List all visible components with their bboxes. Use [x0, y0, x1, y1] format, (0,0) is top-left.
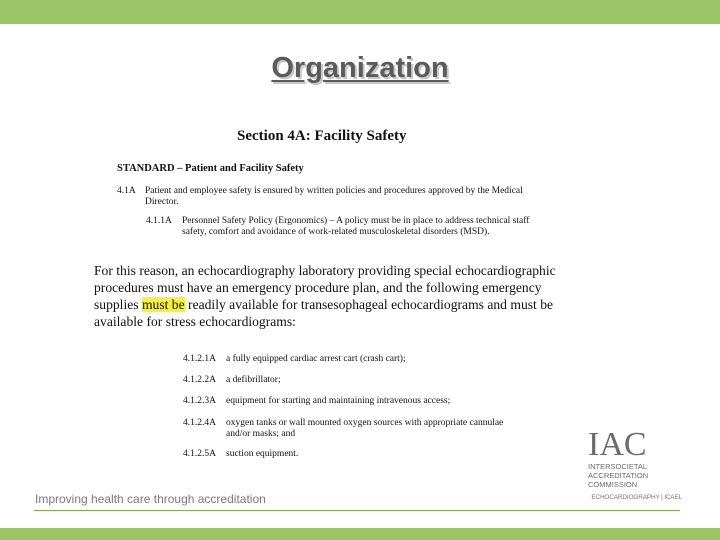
logo-org-line: COMMISSION — [588, 480, 638, 489]
standard-code: 4.1A — [117, 186, 136, 196]
bottom-green-band — [0, 528, 720, 540]
logo-org-line: INTERSOCIETAL — [588, 462, 648, 471]
item-text: equipment for starting and maintaining intravenous access; — [226, 396, 451, 406]
standard-heading: STANDARD – Patient and Facility Safety — [117, 163, 304, 174]
paragraph-after: readily available for transesophageal echocardiograms and must be available for stress echocardiograms: — [94, 297, 554, 329]
emergency-paragraph — [94, 262, 572, 330]
section-heading: Section 4A: Facility Safety — [237, 128, 407, 144]
item-code: 4.1.2.4A — [183, 418, 216, 428]
item-text: oxygen tanks or wall mounted oxygen sources with appropriate cannulae and/or masks; and — [226, 418, 504, 439]
logo-org-line: ACCREDITATION — [588, 471, 649, 480]
item-text: suction equipment. — [226, 449, 299, 459]
slide-title: Organization — [271, 52, 449, 84]
item-code: 4.1.2.3A — [183, 396, 216, 406]
iac-logo-subtitle: ECHOCARDIOGRAPHY | ICAEL — [591, 494, 682, 501]
paragraph-before: For this reason, an echocardiography laboratory providing special echocardiographic procedures must have an emergency procedure plan, and the following emergency supplies — [94, 263, 556, 312]
item-text: a defibrillator; — [226, 375, 281, 385]
sub-standard-code: 4.1.1A — [146, 216, 172, 226]
iac-logo-mark: IAC — [588, 426, 647, 463]
footer-tagline: Improving health care through accreditation — [35, 492, 266, 506]
iac-logo-org-name — [588, 462, 682, 489]
iac-logo — [576, 428, 682, 506]
item-code: 4.1.2.2A — [183, 375, 216, 385]
item-code: 4.1.2.1A — [183, 354, 216, 364]
highlighted-phrase: must be — [141, 297, 185, 312]
item-text: a fully equipped cardiac arrest cart (crash cart); — [226, 354, 406, 364]
top-green-band — [0, 0, 720, 24]
item-code: 4.1.2.5A — [183, 449, 216, 459]
footer-divider — [34, 510, 680, 511]
sub-standard-text: Personnel Safety Policy (Ergonomics) – A policy must be in place to address technical staff safety, comfort and avoidance of work-related musculoskeletal disorders (MSD). — [182, 216, 530, 237]
standard-text: Patient and employee safety is ensured by written policies and procedures approved by the Medical Director. — [145, 186, 523, 207]
